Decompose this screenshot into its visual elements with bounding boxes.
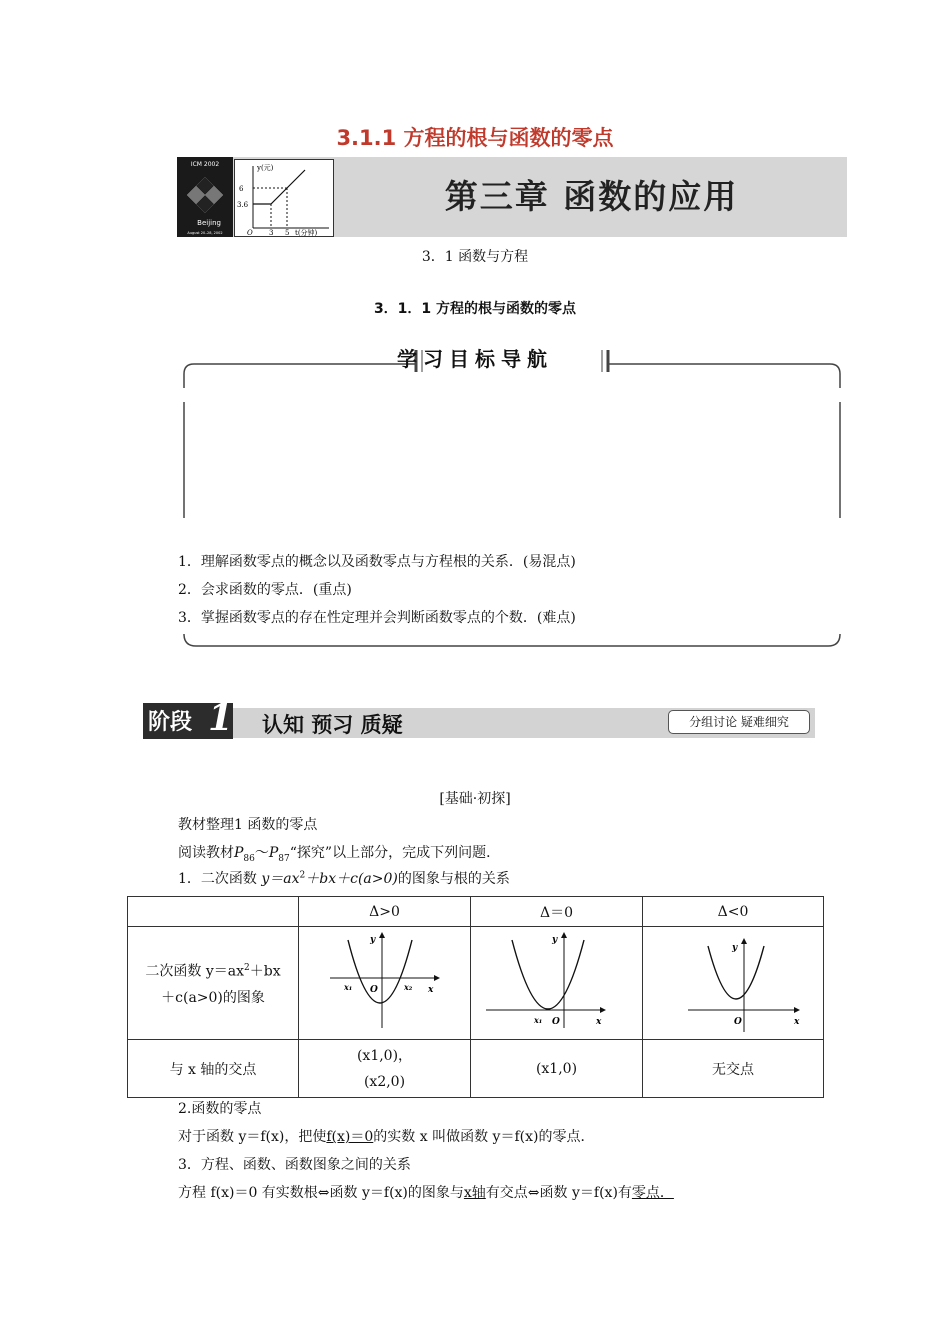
graph1-x1: x₁ (343, 982, 352, 992)
section-heading: 3．1 函数与方程 (421, 249, 529, 265)
item2-text (178, 1126, 594, 1146)
item1-prefix: 1．二次函数 (178, 871, 262, 887)
graph2-o: O (551, 1017, 560, 1027)
graph-two-roots (299, 927, 471, 1040)
quadratic-table (127, 896, 824, 1098)
graph1-x2: x₂ (403, 982, 412, 992)
item3-blank-zero: 零点． (631, 1185, 674, 1201)
table-header: Δ<0 (643, 897, 824, 927)
item1-sup: 2 (299, 870, 306, 881)
graph3-x: x (794, 1017, 800, 1027)
graph-ylabel: y(元) (257, 164, 274, 172)
goals-heading: 学习目标导航 (397, 347, 553, 371)
logo-text-city: Beijing (197, 219, 221, 227)
graph-ytick-36: 3.6 (237, 201, 249, 209)
logo-text-top: ICM 2002 (190, 161, 220, 168)
goal-item: 1．理解函数零点的概念以及函数零点与方程根的关系．(易混点) (178, 554, 576, 570)
item3-text (178, 1182, 674, 1202)
graph3-o: O (734, 1017, 742, 1027)
graph3-y: y (732, 943, 738, 953)
graph2-x1: x₁ (533, 1015, 542, 1025)
item1-formula-rest: ＋bx＋c(a>0) (305, 871, 398, 887)
table-header: Δ>0 (299, 897, 471, 927)
graph-origin: O (247, 229, 253, 236)
subsection-heading: 3．1．1 方程的根与函数的零点 (373, 301, 577, 317)
item2-heading: 2.函数的零点 (178, 1101, 262, 1117)
graph2-y: y (551, 935, 557, 945)
stage-title: 认知 预习 质疑 (262, 713, 403, 737)
stage-tag: 分组讨论 疑难细究 (668, 710, 810, 734)
chapter-title: 第三章 函数的应用 (444, 177, 739, 216)
intersection-point: (x2,0) (363, 1073, 406, 1090)
graph-xtick-3: 3 (269, 229, 274, 236)
reading-suffix: “探究”以上部分，完成下列问题． (289, 845, 501, 861)
graph1-o: O (369, 985, 378, 995)
table-corner (128, 897, 299, 927)
item2-part: 对于函数 y＝f(x)，把使 (178, 1129, 327, 1145)
item3-heading: 3．方程、函数、函数图象之间的关系 (178, 1157, 411, 1173)
stage-word: 阶段 (148, 710, 193, 735)
row-label-part: ＋bx (249, 963, 281, 980)
goal-item: 3．掌握函数零点的存在性定理并会判断函数零点的个数．(难点) (178, 610, 576, 626)
graph1-y: y (369, 935, 375, 945)
reading-tilde: ～ (254, 845, 269, 861)
item1-heading (178, 868, 510, 888)
graph-one-root (471, 927, 643, 1040)
banner-graph (234, 159, 334, 237)
page-ref-end: P (268, 845, 279, 861)
intersection-one: (x1,0) (471, 1040, 643, 1098)
graph-xlabel: t(分钟) (295, 229, 318, 236)
item3-blank-axis: x轴 (463, 1185, 486, 1201)
graph2-x: x (595, 1017, 601, 1027)
item2-part: 的实数 x 叫做函数 y＝f(x)的零点． (373, 1129, 595, 1145)
document-top-title: 3.1.1 方程的根与函数的零点 (336, 126, 614, 150)
intersection-two (299, 1040, 471, 1098)
reading-instruction (178, 842, 500, 864)
item1-suffix: 的图象与根的关系 (397, 871, 510, 887)
textbook-note: 教材整理1 函数的零点 (178, 817, 318, 833)
item3-part: 方程 f(x)＝0 有实数根⇔函数 y＝f(x)的图象与 (178, 1185, 464, 1201)
page-ref-start: P (234, 845, 244, 861)
row-label-graph (128, 927, 299, 1040)
table-header: Δ＝0 (471, 897, 643, 927)
stage-number: 1 (208, 697, 234, 739)
item2-blank: f(x)＝0 (326, 1129, 374, 1145)
icm-logo (177, 157, 233, 237)
graph-no-root (643, 927, 824, 1040)
basics-heading: [基础·初探] (439, 791, 511, 807)
row-label-part: ＋c(a>0)的图象 (161, 989, 265, 1006)
logo-text-date: August 20–28, 2002 (187, 231, 223, 235)
row-label-part: 二次函数 y＝ax (145, 963, 245, 980)
row-label-sup: 2 (244, 963, 250, 974)
goals-list (178, 548, 576, 632)
item3-part: 有交点⇔函数 y＝f(x)有 (485, 1185, 632, 1201)
goal-item: 2．会求函数的零点．(重点) (178, 582, 352, 598)
page-ref-end-num: 87 (278, 853, 290, 864)
reading-prefix: 阅读教材 (178, 845, 234, 861)
graph1-x: x (427, 985, 433, 995)
intersection-point: (x1,0)， (356, 1047, 413, 1064)
intersection-none: 无交点 (643, 1040, 824, 1098)
page-ref-start-num: 86 (243, 853, 255, 864)
graph-ytick-6: 6 (239, 185, 244, 193)
row-label-intersection: 与 x 轴的交点 (128, 1040, 299, 1098)
item1-formula: y＝ax (261, 871, 300, 887)
graph-xtick-5: 5 (285, 229, 290, 236)
